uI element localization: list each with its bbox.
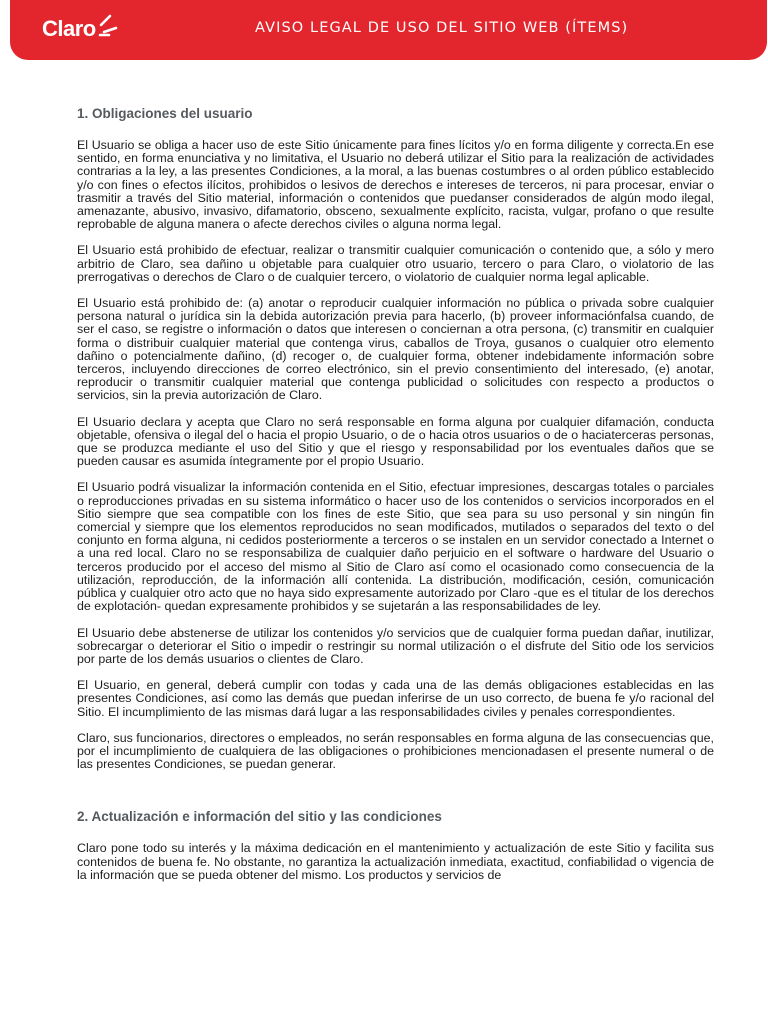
document-title: AVISO LEGAL DE USO DEL SITIO WEB (ÍTEMS) xyxy=(255,20,629,36)
section-obligaciones xyxy=(77,104,714,771)
paragraph: El Usuario está prohibido de: (a) anotar o reproducir cualquier información no pública o privada sobre cualquier persona natural o jurídica sin la debida autorización previa para hacerlo, (b) proveer informaciónfalsa cuando, de ser el caso, se registre o información o datos que interesen o conciernan a otra persona, (c) transmitir en cualquier forma o distribuir cualquier material que contenga virus, caballos de Troya, gusanos o cualquier otro elemento dañino o potencialmente dañino, (d) recoger o, de cualquier forma, obtener indebidamente información sobre terceros, incluyendo direcciones de correo electrónico, sin el previo consentimiento del interesado, (e) anotar, reproducir o transmitir cualquier material que contenga publicidad o solicitudes con respecto a productos o servicios, sin la previa autorización de Claro. xyxy=(77,296,714,403)
claro-signal-icon xyxy=(97,14,119,40)
section-actualizacion xyxy=(77,807,714,882)
paragraph: El Usuario debe abstenerse de utilizar los contenidos y/o servicios que de cualquier forma puedan dañar, inutilizar, sobrecargar o deteriorar el Sitio o impedir o restringir su normal utilización o el disfrute del Sitio ode los servicios por parte de los demás usuarios o clientes de Claro. xyxy=(77,625,714,666)
section-title: 2. Actualización e información del sitio y las condiciones xyxy=(77,809,442,825)
header-bar xyxy=(10,0,767,60)
document-body xyxy=(77,104,714,882)
paragraph: El Usuario se obliga a hacer uso de este Sitio únicamente para fines lícitos y/o en forma diligente y correcta.En ese sentido, en forma enunciativa y no limitativa, el Usuario no deberá utilizar el Sitio para la realización de actividades contrarias a la ley, a las presentes Condiciones, a la moral, a las buenas costumbres o al orden público establecido y/o con fines o efectos ilícitos, prohibidos o lesivos de derechos e intereses de terceros, ni para procesar, enviar o trasmitir a través del Sitio material, información o contenidos que puedanser considerados de algún modo ilegal, amenazante, abusivo, invasivo, difamatorio, obsceno, sexualmente explícito, racista, vulgar, profano o que resulte reprobable de alguna manera o afecte derechos civiles o alguna norma legal. xyxy=(77,138,714,232)
section-title: 1. Obligaciones del usuario xyxy=(77,106,253,121)
paragraph: Claro, sus funcionarios, directores o empleados, no serán responsables en forma alguna de las consecuencias que, por el incumplimiento de cualquiera de las obligaciones o prohibiciones mencionadasen el presente numeral o de las presentes Condiciones, se puedan generar. xyxy=(77,730,714,772)
paragraph: El Usuario podrá visualizar la información contenida en el Sitio, efectuar impresiones, descargas totales o parciales o reproducciones privadas en su sistema informático o hacer uso de los contenidos o servicios incorporados en el Sitio siempre que sea compatible con los fines de este Sitio, que sea para su uso personal y sin ningún fin comercial y siempre que los elementos reproducidos no sean modificados, mutilados o separados del texto o del conjunto en forma alguna, ni cedidos posteriormente a terceros o se instalen en un servidor conectado a Internet o a una red local. Claro no se responsabiliza de cualquier daño perjuicio en el software o hardware del Usuario o terceros producido por el acceso del mismo al Sitio de Claro así como el ocasionado como consecuencia de la utilización, reproducción, de la información allí contenida. La distribución, modificación, cesión, comunicación pública y cualquier otro acto que no haya sido expresamente autorizado por Claro -que es el titular de los derechos de explotación- quedan expresamente prohibidos y se sujetarán a las responsabilidades de ley. xyxy=(77,480,714,614)
paragraph: El Usuario declara y acepta que Claro no será responsable en forma alguna por cualquier difamación, conducta objetable, ofensiva o ilegal del o hacia el propio Usuario, o de o hacia otros usuarios o de o haciaterceras personas, que se produzca mediante el uso del Sitio y que el riesgo y responsabilidad por los eventuales daños que se pueden causar es asumida íntegramente por el propio Usuario. xyxy=(77,414,714,469)
paragraph: El Usuario está prohibido de efectuar, realizar o transmitir cualquier comunicación o contenido que, a sólo y mero arbitrio de Claro, sea dañino u objetable para cualquier otro usuario, tercero o para Claro, o violatorio de las prerrogativas o derechos de Claro o de cualquier tercero, o violatorio de cualquier norma legal aplicable. xyxy=(77,243,714,284)
paragraph: Claro pone todo su interés y la máxima dedicación en el mantenimiento y actualización de este Sitio y facilita sus contenidos de buena fe. No obstante, no garantiza la actualización inmediata, exactitud, confiabilidad o vigencia de la información que se pueda obtener del mismo. Los productos y servicios de xyxy=(77,841,714,882)
paragraph: El Usuario, en general, deberá cumplir con todas y cada una de las demás obligaciones establecidas en las presentes Condiciones, así como las demás que puedan inferirse de un uso correcto, de buena fe y/o racional del Sitio. El incumplimiento de las mismas dará lugar a las responsabilidades civiles y penales correspondientes. xyxy=(77,678,714,719)
claro-logo[interactable] xyxy=(42,14,119,44)
logo-text: Claro xyxy=(42,16,96,41)
